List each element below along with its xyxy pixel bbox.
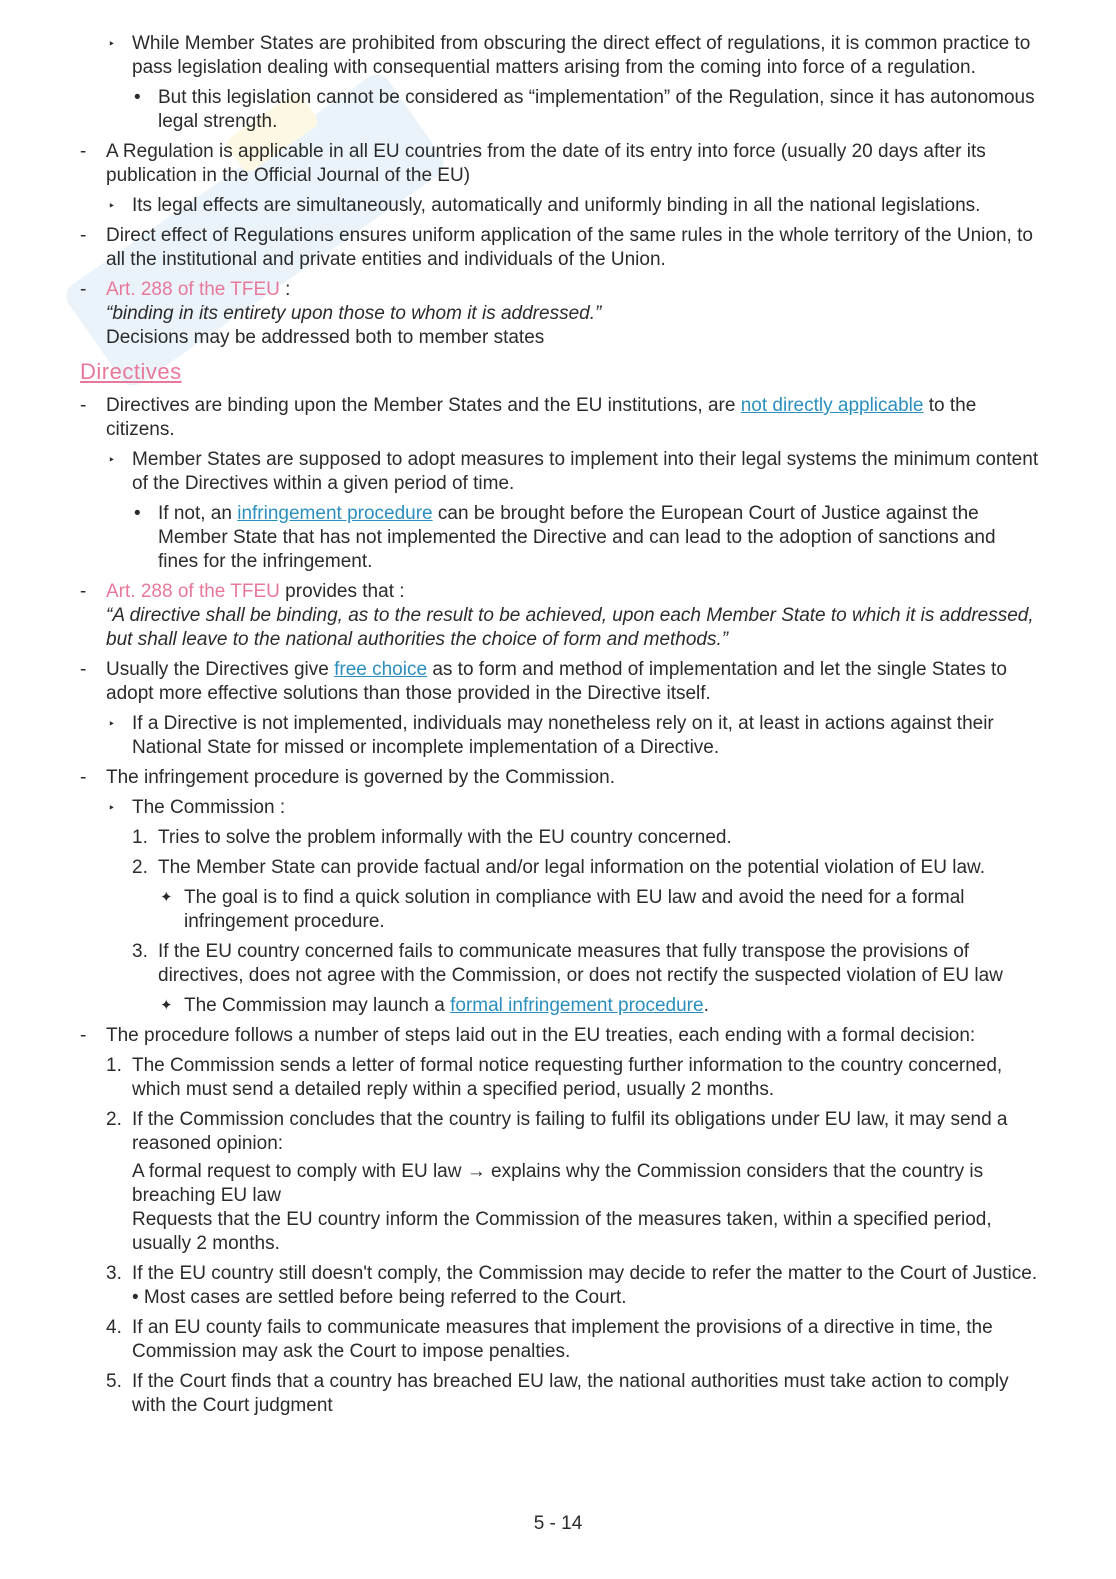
paragraph-text: A Regulation is applicable in all EU countries from the date of its entry into force (usually 20 days after its publication in the Official Journal of the EU)	[106, 141, 986, 186]
list-item	[80, 194, 1040, 218]
paragraph-text: The procedure follows a number of steps laid out in the EU treaties, each ending with a formal decision:	[106, 1025, 976, 1046]
paragraph-text: Its legal effects are simultaneously, automatically and uniformly binding in all the national legislations.	[132, 195, 981, 216]
paragraph-text: The infringement procedure is governed by the Commission.	[106, 767, 616, 788]
paragraph-text: While Member States are prohibited from obscuring the direct effect of regulations, it is common practice to pass legislation dealing with consequential matters arising from the coming into force of a regulation.	[132, 33, 1031, 78]
not-directly-applicable-link[interactable]: not directly applicable	[740, 395, 924, 416]
list-item	[80, 86, 1040, 134]
triangle-bullet-icon: ‣	[108, 801, 116, 815]
item-number: 2.	[132, 857, 148, 878]
list-item	[80, 580, 1040, 652]
list-item	[80, 394, 1040, 442]
paragraph-text: Direct effect of Regulations ensures uniform application of the same rules in the whole territory of the Union, to all the institutional and private entities and individuals of the Union.	[106, 225, 1033, 270]
article-reference: Art. 288 of the TFEU	[106, 581, 280, 602]
paragraph-text: If a Directive is not implemented, individuals may nonetheless rely on it, at least in actions against their National State for missed or incomplete implementation of a Directive.	[132, 713, 994, 758]
dot-bullet-icon: •	[134, 87, 141, 108]
list-item	[80, 658, 1040, 706]
triangle-bullet-icon: ‣	[108, 717, 116, 731]
list-item	[80, 32, 1040, 80]
paragraph-text: can be brought before the European Court of Justice against the Member State that has not implemented the Directive and can lead to the adoption of sanctions and fines for the infringement.	[158, 503, 996, 572]
dash-bullet-icon: -	[80, 395, 87, 416]
item-number: 2.	[106, 1109, 122, 1130]
list-item	[80, 502, 1040, 574]
paragraph-text: If not, an	[158, 503, 238, 524]
infringement-procedure-link[interactable]: infringement procedure	[237, 503, 433, 524]
dash-bullet-icon: -	[80, 659, 87, 680]
paragraph-text: The Commission may launch a	[184, 995, 451, 1016]
dash-bullet-icon: -	[80, 225, 87, 246]
paragraph-text: Tries to solve the problem informally with the EU country concerned.	[158, 827, 732, 848]
dash-bullet-icon: -	[80, 141, 87, 162]
item-number: 4.	[106, 1317, 122, 1338]
dash-bullet-icon: -	[80, 279, 87, 300]
free-choice-link[interactable]: free choice	[334, 659, 428, 680]
paragraph-text: The Member State can provide factual and/or legal information on the potential violation of EU law.	[158, 857, 985, 878]
paragraph-text: If the EU country concerned fails to communicate measures that fully transpose the provisions of directives, does not agree with the Commission, or does not rectify the suspected violation of EU law	[158, 941, 1003, 986]
list-item	[80, 224, 1040, 272]
paragraph-text: as to form and method of implementation and let the single States to adopt more effective solutions than those provided in the Directive itself.	[106, 659, 1007, 704]
list-item	[80, 712, 1040, 760]
note-text: • Most cases are settled before being referred to the Court.	[132, 1287, 627, 1308]
paragraph-text: Requests that the EU country inform the Commission of the measures taken, within a specified period, usually 2 months.	[132, 1209, 992, 1254]
list-item	[80, 278, 1040, 350]
numbered-item	[80, 940, 1040, 988]
item-number: 1.	[132, 827, 148, 848]
paragraph-text: If the Court finds that a country has breached EU law, the national authorities must take action to comply with the Court judgment	[132, 1371, 1009, 1416]
item-number: 1.	[106, 1055, 122, 1076]
list-item	[80, 766, 1040, 790]
paragraph-text: If the EU country still doesn't comply, the Commission may decide to refer the matter to the Court of Justice.	[132, 1263, 1038, 1284]
page-content	[80, 32, 1040, 1424]
quote-text: “binding in its entirety upon those to whom it is addressed.”	[106, 303, 602, 324]
formal-infringement-procedure-link[interactable]: formal infringement procedure	[450, 995, 704, 1016]
paragraph-text: Decisions may be addressed both to member states	[106, 327, 545, 348]
item-number: 5.	[106, 1371, 122, 1392]
article-reference: Art. 288 of the TFEU	[106, 279, 280, 300]
paragraph-text: to the citizens.	[106, 395, 977, 440]
paragraph-text: Usually the Directives give	[106, 659, 335, 680]
list-item	[80, 994, 1040, 1018]
triangle-bullet-icon: ‣	[108, 199, 116, 213]
triangle-bullet-icon: ‣	[108, 37, 116, 51]
numbered-item	[80, 1316, 1040, 1364]
colon-text: :	[279, 279, 291, 300]
paragraph-text: Directives are binding upon the Member States and the EU institutions, are	[106, 395, 741, 416]
paragraph-text: If the Commission concludes that the country is failing to fulfil its obligations under EU law, it may send a reasoned opinion:	[132, 1109, 1008, 1154]
numbered-item	[80, 1054, 1040, 1102]
numbered-item	[80, 856, 1040, 880]
dash-bullet-icon: -	[80, 581, 87, 602]
numbered-item	[80, 1262, 1040, 1310]
numbered-item	[80, 826, 1040, 850]
list-item	[80, 448, 1040, 496]
quote-text: “A directive shall be binding, as to the result to be achieved, upon each Member State to which it is addressed, but shall leave to the national authorities the choice of form and methods.”	[106, 605, 1034, 650]
dash-bullet-icon: -	[80, 767, 87, 788]
star-bullet-icon: ✦	[160, 997, 173, 1014]
paragraph-text: The goal is to find a quick solution in compliance with EU law and avoid the need for a formal infringement procedure.	[184, 887, 965, 932]
paragraph-text: Member States are supposed to adopt measures to implement into their legal systems the minimum content of the Directives within a given period of time.	[132, 449, 1039, 494]
page-number: 5 - 14	[533, 1513, 583, 1534]
dot-bullet-icon: •	[134, 503, 141, 524]
list-item	[80, 140, 1040, 188]
paragraph-text: provides that :	[279, 581, 405, 602]
paragraph-text: A formal request to comply with EU law → explains why the Commission considers that the country is breaching EU law	[132, 1161, 984, 1206]
numbered-item	[80, 1370, 1040, 1418]
triangle-bullet-icon: ‣	[108, 453, 116, 467]
paragraph-text: But this legislation cannot be considered as “implementation” of the Regulation, since it has autonomous legal strength.	[158, 87, 1035, 132]
dash-bullet-icon: -	[80, 1025, 87, 1046]
list-item	[80, 1024, 1040, 1048]
numbered-item	[80, 1108, 1040, 1256]
list-item	[80, 886, 1040, 934]
paragraph-text: The Commission :	[132, 797, 286, 818]
paragraph-text: .	[703, 995, 709, 1016]
paragraph-text: If an EU county fails to communicate measures that implement the provisions of a directive in time, the Commission may ask the Court to impose penalties.	[132, 1317, 993, 1362]
list-item	[80, 796, 1040, 820]
paragraph-text: The Commission sends a letter of formal notice requesting further information to the country concerned, which must send a detailed reply within a specified period, usually 2 months.	[132, 1055, 1003, 1100]
star-bullet-icon: ✦	[160, 889, 173, 906]
item-number: 3.	[132, 941, 148, 962]
section-heading: Directives	[80, 359, 182, 384]
item-number: 3.	[106, 1263, 122, 1284]
